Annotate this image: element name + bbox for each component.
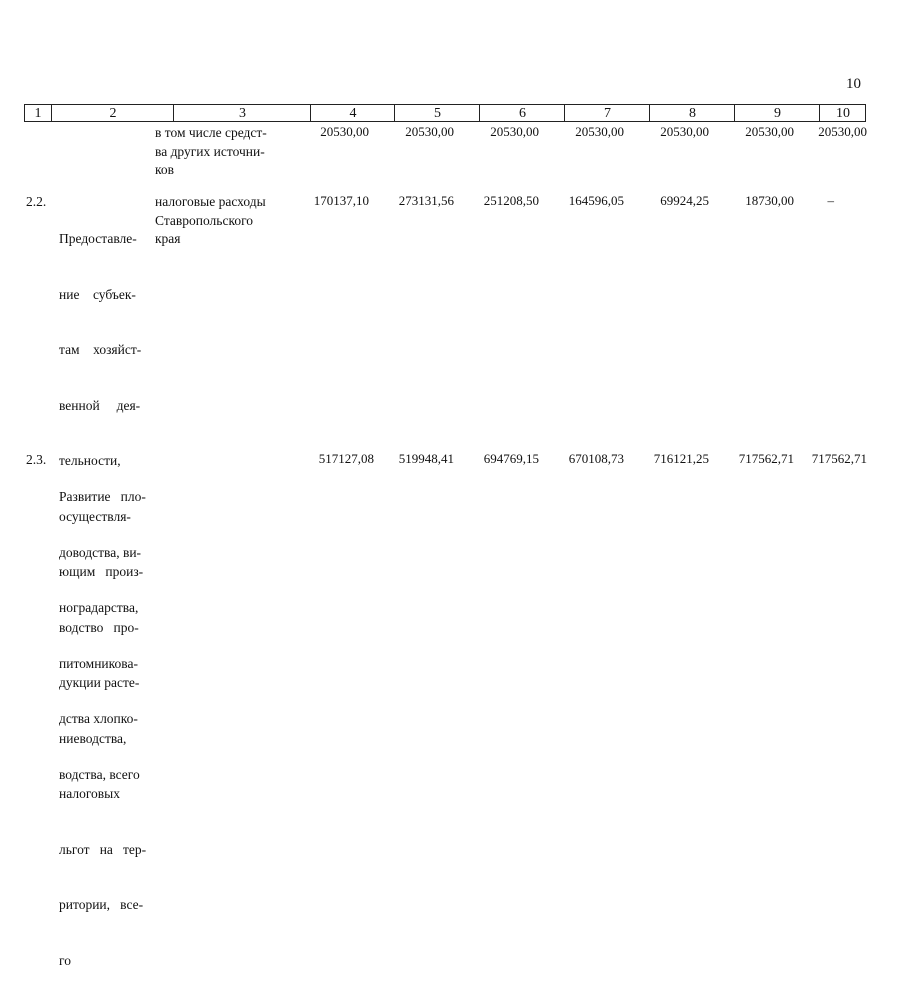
row3-value-col5: 519948,41 xyxy=(398,451,454,466)
header-col-2: 2 xyxy=(51,105,174,121)
header-col-10: 10 xyxy=(819,105,866,121)
row3-value-col9: 717562,71 xyxy=(738,451,794,466)
row2-value-col6: 251208,50 xyxy=(483,193,539,208)
row3-name: Развитие пло- доводства, ви- ноградарства, питомникова- дства хлопко- водства, всего xyxy=(59,489,146,782)
row1-value-col10: 20530,00 xyxy=(818,124,867,139)
header-col-3: 3 xyxy=(173,105,311,121)
row2-value-col8: 69924,25 xyxy=(660,193,709,208)
header-col-4: 4 xyxy=(310,105,395,121)
row1-value-col6: 20530,00 xyxy=(490,124,539,139)
page-number: 10 xyxy=(846,76,861,92)
header-col-6: 6 xyxy=(479,105,565,121)
row3-number: 2.3. xyxy=(26,452,47,467)
table-header xyxy=(24,104,866,122)
row2-name: Предоставле- ние субъек- там хозяйст- венной дея- тельности, осуществля- ющим произ- водство про- дукции расте- ниеводства, налоговых льгот на тер- ритории, все- го xyxy=(59,231,147,968)
row2-value-col10: – xyxy=(827,193,834,208)
row2-number: 2.2. xyxy=(26,194,47,209)
header-col-5: 5 xyxy=(394,105,480,121)
row1-value-col7: 20530,00 xyxy=(575,124,624,139)
row2-value-col5: 273131,56 xyxy=(398,193,454,208)
header-col-9: 9 xyxy=(734,105,820,121)
row3-value-col4: 517127,08 xyxy=(318,451,374,466)
row3-value-col6: 694769,15 xyxy=(483,451,539,466)
row2-value-col4: 170137,10 xyxy=(313,193,369,208)
row2-description: налоговые расходы Ставропольского края xyxy=(155,194,266,246)
row1-value-col4: 20530,00 xyxy=(320,124,369,139)
header-col-1: 1 xyxy=(34,106,42,121)
row1-value-col9: 20530,00 xyxy=(745,124,794,139)
header-col-8: 8 xyxy=(649,105,735,121)
row2-value-col7: 164596,05 xyxy=(568,193,624,208)
row3-value-col7: 670108,73 xyxy=(568,451,624,466)
row3-value-col10: 717562,71 xyxy=(811,451,867,466)
row2-value-col9: 18730,00 xyxy=(745,193,794,208)
row1-description: в том числе средст- ва других источни- ков xyxy=(155,125,267,177)
row1-value-col8: 20530,00 xyxy=(660,124,709,139)
header-col-7: 7 xyxy=(564,105,650,121)
row1-value-col5: 20530,00 xyxy=(405,124,454,139)
row3-value-col8: 716121,25 xyxy=(653,451,709,466)
